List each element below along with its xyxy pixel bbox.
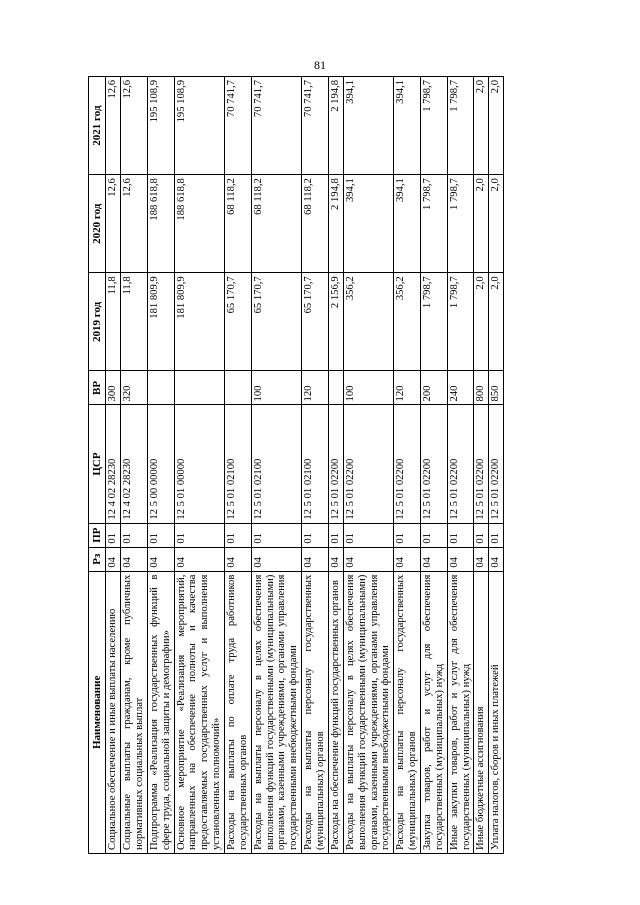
cell-2021: 2,0 xyxy=(474,77,489,175)
cell-2019: 65 170,7 xyxy=(251,273,301,371)
cell-rz: 04 xyxy=(447,547,474,571)
cell-2021: 394,1 xyxy=(343,77,393,175)
header-vr: ВР xyxy=(89,371,106,405)
cell-2020: 68 118,2 xyxy=(302,175,329,273)
cell-vr: 100 xyxy=(251,371,301,405)
cell-rz: 04 xyxy=(251,547,301,571)
cell-pr: 01 xyxy=(489,523,504,547)
cell-vr: 850 xyxy=(489,371,504,405)
cell-2019: 65 170,7 xyxy=(302,273,329,371)
cell-csr: 12 5 01 02200 xyxy=(447,405,474,523)
cell-csr: 12 5 01 02100 xyxy=(302,405,329,523)
cell-pr: 01 xyxy=(328,523,343,547)
cell-csr: 12 5 00 00000 xyxy=(147,405,174,523)
cell-csr: 12 4 02 28230 xyxy=(106,405,121,523)
header-2020: 2020 год xyxy=(89,175,106,273)
cell-2020: 1 798,7 xyxy=(420,175,447,273)
cell-csr: 12 5 01 02200 xyxy=(343,405,393,523)
cell-name: Расходы на выплаты персоналу государственных (муниципальных) органов xyxy=(394,571,421,853)
cell-name: Основное мероприятие «Реализация мероприятий, направленных на обеспечение полноты и качества предоставляемых государственных услуг и выполнения установленных полномочий» xyxy=(174,571,224,853)
cell-vr: 240 xyxy=(447,371,474,405)
table-row xyxy=(147,77,174,854)
cell-2019: 11,8 xyxy=(106,273,121,371)
cell-name: Расходы на выплаты по оплате труда работников государственных органов xyxy=(225,571,252,853)
cell-rz: 04 xyxy=(420,547,447,571)
table-row xyxy=(474,77,489,854)
cell-rz: 04 xyxy=(174,547,224,571)
cell-vr: 200 xyxy=(420,371,447,405)
cell-rz: 04 xyxy=(225,547,252,571)
cell-vr: 320 xyxy=(121,371,148,405)
cell-2021: 70 741,7 xyxy=(302,77,329,175)
cell-2019: 2,0 xyxy=(489,273,504,371)
cell-vr xyxy=(147,371,174,405)
header-csr: ЦСР xyxy=(89,405,106,523)
cell-vr: 800 xyxy=(474,371,489,405)
cell-name: Подпрограмма «Реализация государственных функций в сфере труда, социальной защиты и демографии» xyxy=(147,571,174,853)
cell-2019: 1 798,7 xyxy=(420,273,447,371)
cell-pr: 01 xyxy=(474,523,489,547)
cell-csr: 12 5 01 02200 xyxy=(489,405,504,523)
cell-vr xyxy=(174,371,224,405)
cell-name: Социальное обеспечение и иные выплаты населению xyxy=(106,571,121,853)
cell-2020: 2 194,8 xyxy=(328,175,343,273)
header-name: Наименование xyxy=(89,571,106,853)
cell-pr: 01 xyxy=(447,523,474,547)
cell-2019: 181 809,9 xyxy=(174,273,224,371)
cell-vr: 100 xyxy=(343,371,393,405)
cell-2021: 12,6 xyxy=(121,77,148,175)
cell-csr: 12 5 01 02200 xyxy=(394,405,421,523)
cell-2021: 70 741,7 xyxy=(251,77,301,175)
table-row xyxy=(225,77,252,854)
cell-name: Расходы на выплаты персоналу государственных (муниципальных) органов xyxy=(302,571,329,853)
table-row xyxy=(106,77,121,854)
cell-rz: 04 xyxy=(343,547,393,571)
cell-csr: 12 5 01 02200 xyxy=(328,405,343,523)
cell-2019: 1 798,7 xyxy=(447,273,474,371)
cell-pr: 01 xyxy=(147,523,174,547)
table-body xyxy=(106,77,504,854)
cell-pr: 01 xyxy=(106,523,121,547)
cell-2021: 1 798,7 xyxy=(447,77,474,175)
header-pr: ПР xyxy=(89,523,106,547)
cell-2021: 1 798,7 xyxy=(420,77,447,175)
cell-rz: 04 xyxy=(121,547,148,571)
table-row xyxy=(174,77,224,854)
cell-name: Иные бюджетные ассигнования xyxy=(474,571,489,853)
cell-vr: 300 xyxy=(106,371,121,405)
table-row xyxy=(489,77,504,854)
cell-2019: 65 170,7 xyxy=(225,273,252,371)
table-header-row xyxy=(89,77,106,854)
cell-2020: 2,0 xyxy=(474,175,489,273)
cell-name: Расходы на обеспечение функций государственных органов xyxy=(328,571,343,853)
table-row xyxy=(302,77,329,854)
table-row xyxy=(343,77,393,854)
cell-2021: 12,6 xyxy=(106,77,121,175)
cell-2019: 356,2 xyxy=(394,273,421,371)
cell-2021: 195 108,9 xyxy=(174,77,224,175)
cell-vr xyxy=(328,371,343,405)
header-2021: 2021 год xyxy=(89,77,106,175)
cell-csr: 12 4 02 28230 xyxy=(121,405,148,523)
cell-pr: 01 xyxy=(302,523,329,547)
cell-name: Расходы на выплаты персоналу в целях обеспечения выполнения функций государственными (муниципальными) органами, казенными учреждениями, органами управления государственными внебюджетными фондами xyxy=(251,571,301,853)
cell-2020: 12,6 xyxy=(121,175,148,273)
cell-2019: 356,2 xyxy=(343,273,393,371)
cell-pr: 01 xyxy=(121,523,148,547)
budget-table xyxy=(88,76,504,854)
cell-2019: 181 809,9 xyxy=(147,273,174,371)
cell-pr: 01 xyxy=(343,523,393,547)
cell-rz: 04 xyxy=(489,547,504,571)
cell-rz: 04 xyxy=(106,547,121,571)
cell-2020: 68 118,2 xyxy=(225,175,252,273)
header-2019: 2019 год xyxy=(89,273,106,371)
cell-2019: 2 156,9 xyxy=(328,273,343,371)
cell-csr: 12 5 01 02200 xyxy=(420,405,447,523)
table-row xyxy=(394,77,421,854)
cell-rz: 04 xyxy=(147,547,174,571)
cell-pr: 01 xyxy=(420,523,447,547)
table-row xyxy=(447,77,474,854)
table-row xyxy=(121,77,148,854)
cell-2020: 188 618,8 xyxy=(147,175,174,273)
cell-vr xyxy=(225,371,252,405)
cell-2020: 394,1 xyxy=(394,175,421,273)
rotated-table-container xyxy=(88,76,554,854)
cell-name: Социальные выплаты гражданам, кроме публичных нормативных социальных выплат xyxy=(121,571,148,853)
cell-name: Уплата налогов, сборов и иных платежей xyxy=(489,571,504,853)
cell-name: Расходы на выплаты персоналу в целях обеспечения выполнения функций государственными (муниципальными) органами, казенными учреждениями, органами управления государственными внебюджетными фондами xyxy=(343,571,393,853)
cell-pr: 01 xyxy=(394,523,421,547)
cell-csr: 12 5 01 02200 xyxy=(474,405,489,523)
cell-pr: 01 xyxy=(174,523,224,547)
cell-pr: 01 xyxy=(251,523,301,547)
cell-name: Закупка товаров, работ и услуг для обеспечения государственных (муниципальных) нужд xyxy=(420,571,447,853)
cell-csr: 12 5 01 02100 xyxy=(251,405,301,523)
table-row xyxy=(328,77,343,854)
cell-2021: 195 108,9 xyxy=(147,77,174,175)
cell-2021: 2,0 xyxy=(489,77,504,175)
table-row xyxy=(251,77,301,854)
cell-2020: 188 618,8 xyxy=(174,175,224,273)
cell-2020: 394,1 xyxy=(343,175,393,273)
cell-2021: 70 741,7 xyxy=(225,77,252,175)
cell-2021: 394,1 xyxy=(394,77,421,175)
cell-2020: 12,6 xyxy=(106,175,121,273)
table-row xyxy=(420,77,447,854)
cell-vr: 120 xyxy=(302,371,329,405)
cell-pr: 01 xyxy=(225,523,252,547)
cell-rz: 04 xyxy=(394,547,421,571)
cell-rz: 04 xyxy=(474,547,489,571)
cell-2019: 2,0 xyxy=(474,273,489,371)
cell-2019: 11,8 xyxy=(121,273,148,371)
cell-2020: 1 798,7 xyxy=(447,175,474,273)
page-number: 81 xyxy=(314,58,326,72)
cell-rz: 04 xyxy=(302,547,329,571)
cell-csr: 12 5 01 02100 xyxy=(225,405,252,523)
cell-name: Иные закупки товаров, работ и услуг для обеспечения государственных (муниципальных) нужд xyxy=(447,571,474,853)
cell-vr: 120 xyxy=(394,371,421,405)
header-rz: Рз xyxy=(89,547,106,571)
cell-2021: 2 194,8 xyxy=(328,77,343,175)
cell-2020: 68 118,2 xyxy=(251,175,301,273)
cell-csr: 12 5 01 00000 xyxy=(174,405,224,523)
cell-rz: 04 xyxy=(328,547,343,571)
cell-2020: 2,0 xyxy=(489,175,504,273)
